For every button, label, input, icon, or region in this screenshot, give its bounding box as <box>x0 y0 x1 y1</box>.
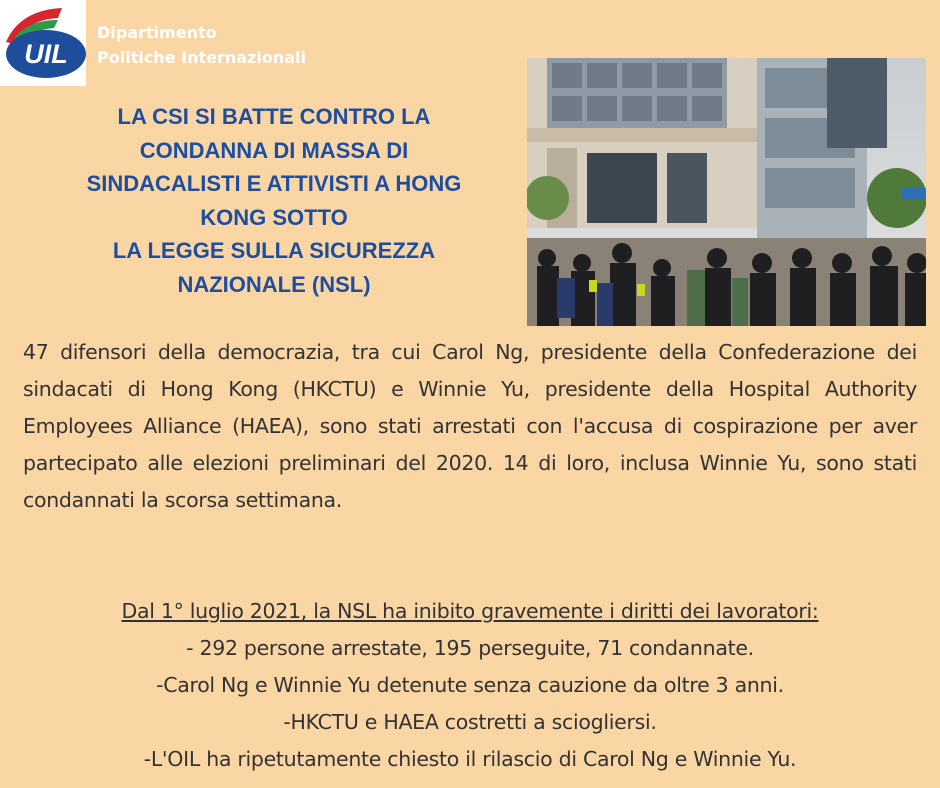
uil-logo-icon <box>0 0 86 86</box>
court-crowd-photo <box>527 58 926 326</box>
photo-illustration <box>527 58 926 326</box>
headline-line: KONG SOTTO <box>200 204 348 230</box>
headline-line: LA CSI SI BATTE CONTRO LA <box>117 104 431 129</box>
fact-item: -HKCTU e HAEA costretti a sciogliersi. <box>283 710 657 734</box>
uil-logo <box>0 0 86 86</box>
facts-section <box>0 593 940 778</box>
fact-item: -L'OIL ha ripetutamente chiesto il rilascio di Carol Ng e Winnie Yu. <box>143 747 797 771</box>
department-line-2: Politiche Internazionali <box>97 48 306 67</box>
department-label <box>97 20 306 70</box>
headline-line: SINDACALISTI E ATTIVISTI A HONG <box>86 171 462 196</box>
headline-line: CONDANNA DI MASSA DI <box>139 137 409 163</box>
headline <box>40 100 508 301</box>
facts-heading: Dal 1° luglio 2021, la NSL ha inibito gravemente i diritti dei lavoratori: <box>121 599 819 623</box>
department-line-1: Dipartimento <box>97 23 217 42</box>
fact-item: - 292 persone arrestate, 195 perseguite, 71 condannate. <box>186 636 754 660</box>
headline-line: NAZIONALE (NSL) <box>177 271 371 297</box>
body-paragraph: 47 difensori della democrazia, tra cui Carol Ng, presidente della Confederazione dei sindacati di Hong Kong (HKCTU) e Winnie Yu, presidente della Hospital Authority Employees Alliance (HAEA), sono stati arrestati con l'accusa di cospirazione per aver partecipato alle elezioni preliminari del 2020. 14 di loro, inclusa Winnie Yu, sono stati condannati la scorsa settimana. <box>23 340 917 512</box>
fact-item: -Carol Ng e Winnie Yu detenute senza cauzione da oltre 3 anni. <box>156 673 784 697</box>
logo-text: UIL <box>24 39 68 69</box>
headline-line: LA LEGGE SULLA SICUREZZA <box>112 238 436 263</box>
